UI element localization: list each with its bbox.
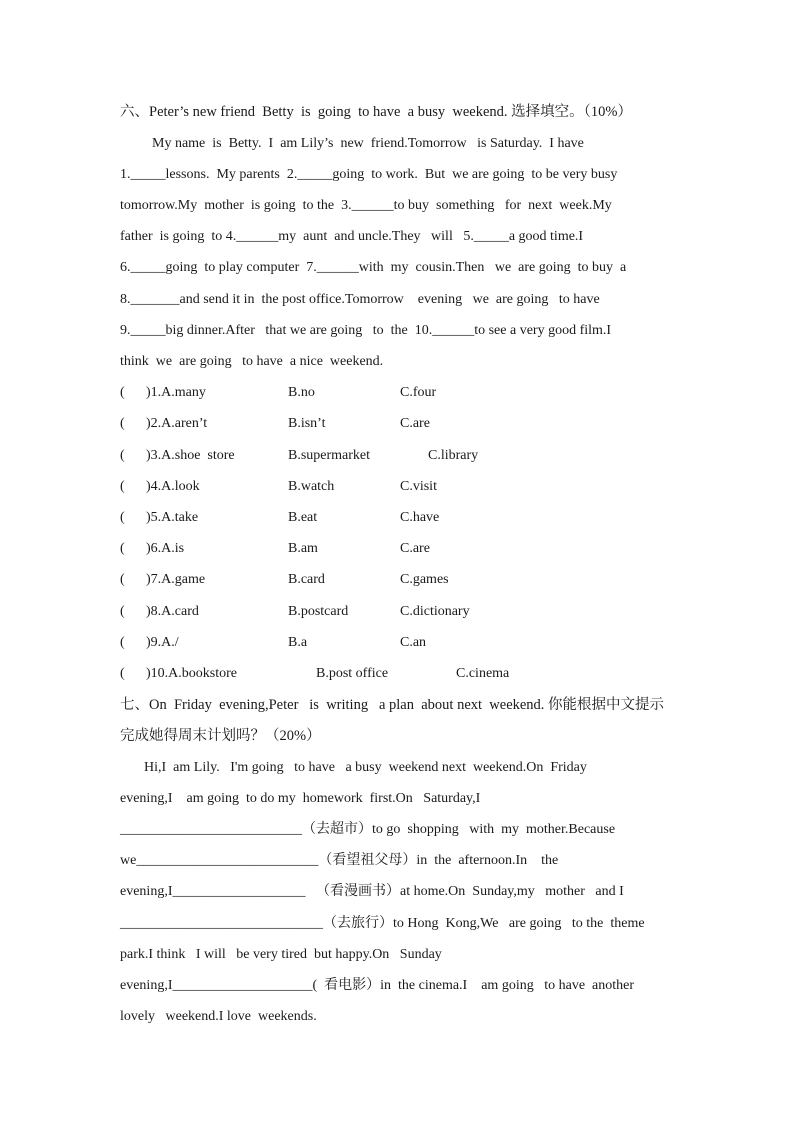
passage-line: tomorrow.My mother is going to the 3.______to buy something for next week.My xyxy=(120,198,612,213)
answer-bracket[interactable]: ( xyxy=(120,666,125,681)
option-b: B.watch xyxy=(288,479,335,494)
fill-in-line[interactable]: evening,I____________________( 看电影）in the cinema.I am going to have another xyxy=(120,978,635,993)
option-a: )2.A.aren’t xyxy=(132,416,208,431)
fill-in-line[interactable]: __________________________（去超市）to go shopping with my mother.Because xyxy=(120,822,616,837)
passage-line: 1._____lessons. My parents 2._____going to work. But we are going to be very busy xyxy=(120,167,618,182)
answer-bracket[interactable]: ( xyxy=(120,541,125,556)
fill-in-line[interactable]: we__________________________（看望祖父母）in the afternoon.In the xyxy=(120,853,559,868)
option-b: B.postcard xyxy=(288,604,349,619)
option-c: C.have xyxy=(400,510,440,525)
passage-line: father is going to 4.______my aunt and uncle.They will 5._____a good time.I xyxy=(120,229,584,244)
section6-heading: 六、Peter’s new friend Betty is going to have a busy weekend. 选择填空。（10%） xyxy=(120,104,632,120)
answer-bracket[interactable]: ( xyxy=(120,604,125,619)
section7-heading: 七、On Friday evening,Peter is writing a plan about next weekend. 你能根据中文提示 xyxy=(120,697,665,713)
passage-line: Hi,I am Lily. I'm going to have a busy weekend next weekend.On Friday xyxy=(144,760,587,775)
passage-line: 9._____big dinner.After that we are going to the 10.______to see a very good film.I xyxy=(120,323,612,338)
option-a: )7.A.game xyxy=(132,572,206,587)
option-a: )8.A.card xyxy=(132,604,199,619)
option-a: )9.A./ xyxy=(132,635,179,650)
option-b: B.no xyxy=(288,385,315,400)
answer-bracket[interactable]: ( xyxy=(120,572,125,587)
option-c: C.an xyxy=(400,635,427,650)
answer-bracket[interactable]: ( xyxy=(120,510,125,525)
answer-bracket[interactable]: ( xyxy=(120,416,125,431)
option-c: C.cinema xyxy=(456,666,510,681)
option-a: )6.A.is xyxy=(132,541,185,556)
passage-line: park.I think I will be very tired but happy.On Sunday xyxy=(120,947,442,962)
passage-line: My name is Betty. I am Lily’s new friend.Tomorrow is Saturday. I have xyxy=(152,136,584,151)
option-c: C.visit xyxy=(400,479,437,494)
passage-line: 8._______and send it in the post office.Tomorrow evening we are going to have xyxy=(120,292,600,307)
option-c: C.are xyxy=(400,416,430,431)
answer-bracket[interactable]: ( xyxy=(120,385,125,400)
option-c: C.four xyxy=(400,385,437,400)
option-c: C.dictionary xyxy=(400,604,470,619)
option-a: )4.A.look xyxy=(132,479,200,494)
option-b: B.post office xyxy=(316,666,389,681)
fill-in-line[interactable]: evening,I___________________ （看漫画书）at home.On Sunday,my mother and I xyxy=(120,884,624,899)
passage-line: lovely weekend.I love weekends. xyxy=(120,1009,317,1024)
option-b: B.eat xyxy=(288,510,318,525)
passage-line: evening,I am going to do my homework first.On Saturday,I xyxy=(120,791,481,806)
answer-bracket[interactable]: ( xyxy=(120,635,125,650)
option-a: )5.A.take xyxy=(132,510,199,525)
option-a: )10.A.bookstore xyxy=(132,666,237,681)
fill-in-line[interactable]: _____________________________（去旅行）to Hong Kong,We are going to the theme xyxy=(120,916,645,931)
passage-line: 6._____going to play computer 7.______with my cousin.Then we are going to buy a xyxy=(120,260,627,275)
option-b: B.card xyxy=(288,572,325,587)
option-c: C.games xyxy=(400,572,449,587)
option-b: B.a xyxy=(288,635,308,650)
section7-heading-continued: 完成她得周末计划吗？（20%） xyxy=(120,728,321,744)
option-b: B.am xyxy=(288,541,318,556)
option-a: )1.A.many xyxy=(132,385,206,400)
option-b: B.supermarket xyxy=(288,448,371,463)
answer-bracket[interactable]: ( xyxy=(120,479,125,494)
option-b: B.isn’t xyxy=(288,416,326,431)
passage-line: think we are going to have a nice weekend. xyxy=(120,354,384,369)
option-a: )3.A.shoe store xyxy=(132,448,235,463)
option-c: C.library xyxy=(428,448,479,463)
option-c: C.are xyxy=(400,541,430,556)
answer-bracket[interactable]: ( xyxy=(120,448,125,463)
